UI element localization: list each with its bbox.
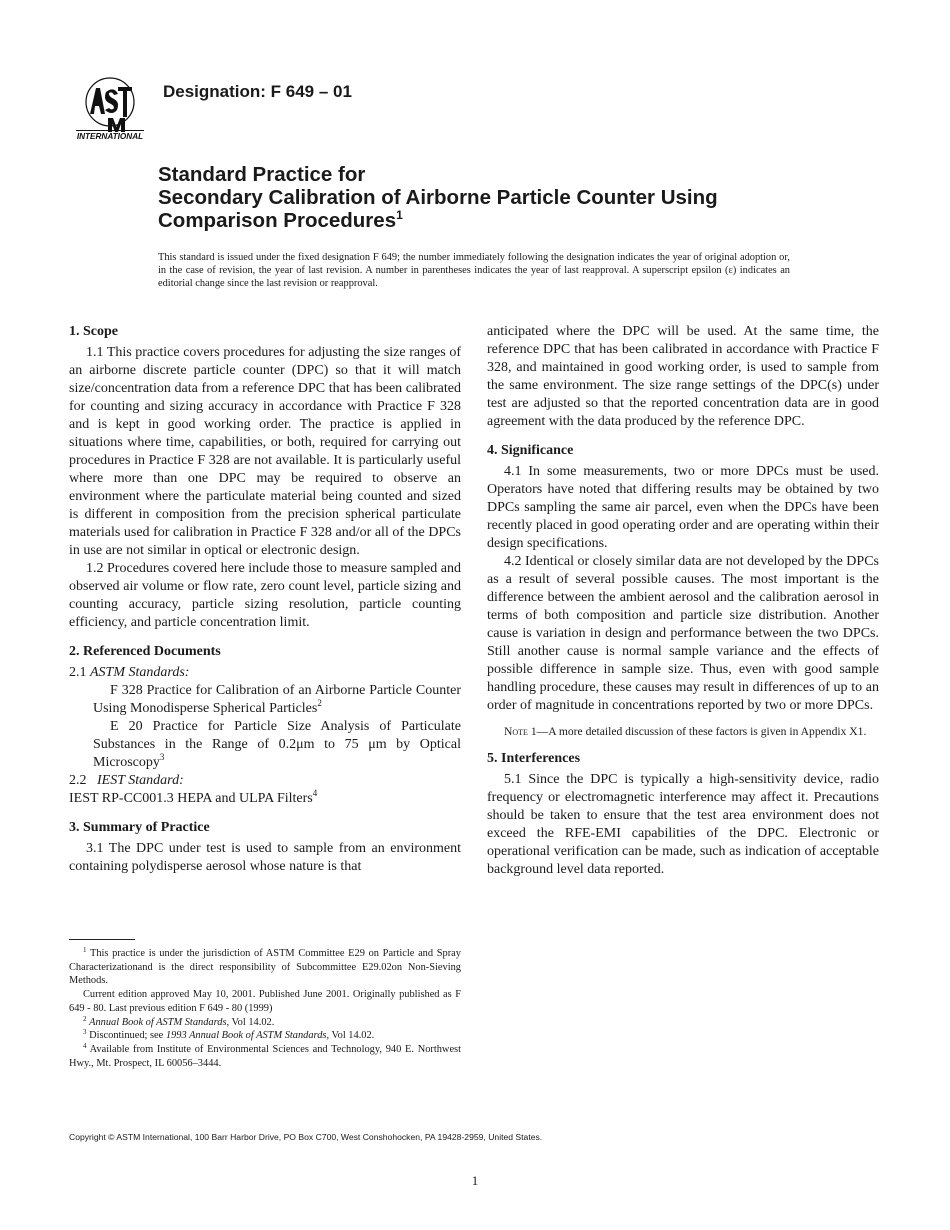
note-1: Note 1—A more detailed discussion of these factors is given in Appendix X1. [504,725,867,738]
right-column [487,323,879,879]
copyright-notice: Copyright © ASTM International, 100 Barr Harbor Drive, PO Box C700, West Conshohocken, PA 19428-2959, United States. [69,1132,543,1142]
title-footnote-mark: 1 [396,208,403,222]
standard-notice: This standard is issued under the fixed designation F 649; the number immediately following the designation indicates the year of original adoption or, in the case of revision, the year of last revision. A number in parentheses indicates the year of last reapproval. A superscript epsilon (ε) indicates an editorial change since the last revision or reapproval. [158,252,790,289]
significance-para-4-2: 4.2 Identical or closely similar data are not developed by the DPCs as a result of several possible causes. The most important is the difference between the ambient aerosol and the calibration aerosol in terms of both composition and particle size distribution. Another cause is variation in design and performance between the two DPCs. Still another cause is normal sample variance and the effects of possible difference in sample size. Thus, even with good sample handling procedure, these causes may result in differences of up to an order of magnitude in concentrations reported by two or more DPCs. [487,554,879,713]
left-column [69,323,461,876]
logo-wordmark: INTERNATIONAL [76,132,144,140]
astm-standards-label: 2.1 ASTM Standards: [69,665,190,680]
footnote-1: $^1$ This practice is under the jurisdiction of ASTM Committee E29 on Particle and Spray Characterizationand is the direct responsibility of Subcommittee E29.02on Non-Sieving Methods. [69,946,461,987]
footnote-4: $^4$ Available from Institute of Environmental Sciences and Technology, 940 E. Northwest Hwy., Mt. Prospect, IL 60056–3444. [69,1041,461,1069]
section-interferences-heading: 5. Interferences [487,751,581,766]
title-line-2: Secondary Calibration of Airborne Particle Counter Using [158,186,718,209]
footnote-1-edition: Current edition approved May 10, 2001. Published June 2001. Originally published as F 649 - 80. Last previous edition F 649 - 80 (1999) [69,989,461,1014]
interferences-para-5-1: 5.1 Since the DPC is typically a high-sensitivity device, radio frequency or electromagnetic interference may affect it. Precautions should be taken to ensure that the test area environment does not exceed the RFE-EMI capabilities of the DPC. Electronic or operational verification can be made, such as indication of acceptable background level data reported. [487,772,879,877]
document-title [158,163,878,232]
section-referenced-heading: 2. Referenced Documents [69,644,221,659]
section-summary-heading: 3. Summary of Practice [69,820,210,835]
reference-iest: IEST RP-CC001.3 HEPA and ULPA Filters$^4$ [69,788,318,806]
page-number: 1 [471,1173,479,1188]
title-line-1: Standard Practice for [158,163,366,186]
significance-para-4-1: 4.1 In some measurements, two or more DPCs must be used. Operators have noted that differing results may be obtained by two DPCs sampling the same air parcel, even when the DPCs have been recently placed in good operating order and are operating within their design specifications. [487,464,879,551]
summary-para-3-1-start: 3.1 The DPC under test is used to sample from an environment containing polydisperse aerosol whose nature is that [69,841,461,874]
reference-f328: F 328 Practice for Calibration of an Airborne Particle Counter Using Monodisperse Spherical Particles$^2$ [93,683,461,716]
iest-standard-label: 2.2 IEST Standard: [69,773,184,788]
scope-para-1-2: 1.2 Procedures covered here include those to measure sampled and observed air volume or flow rate, zero count level, particle sizing and counting accuracy, particle sizing resolution, particle counting efficiency, and particle concentration limit. [69,561,461,630]
astm-logo [68,74,152,140]
scope-para-1-1: 1.1 This practice covers procedures for adjusting the size ranges of an airborne discrete particle counter (DPC) so that it will match size/concentration data from a reference DPC that has been calibrated for counting and sizing accuracy in accordance with Practice F 328 and is kept in good working order. The practice is applied in situations where time, capabilities, or both, required for carrying out procedures in Practice F 328 are not available. It is particularly useful where more than one DPC may be required to observe an environment where the particulate material being counted and sized is different in composition from the precision spherical particulate materials used for calibration in Practice F 328 and/or all of the DPCs in use are not similar in optical or electronic design. [69,345,461,558]
designation: Designation: F 649 – 01 [163,82,352,101]
footnote-2: $^2$ Annual Book of ASTM Standards, Vol 14.02. [83,1014,275,1028]
astm-seal-icon [76,78,144,132]
section-significance-heading: 4. Significance [487,443,574,458]
reference-e20: E 20 Practice for Particle Size Analysis of Particulate Substances in the Range of 0.2μm to 75 μm by Optical Microscopy$^3$ [93,719,461,770]
title-line-3: Comparison Procedures$^1$ [158,208,403,232]
section-scope-heading: 1. Scope [69,324,118,339]
summary-para-3-1-continued: anticipated where the DPC will be used. At the same time, the reference DPC that has been calibrated in accordance with Practice F 328, and maintained in good working order, is used to sample from the same environment. The size range settings of the DPC(s) under test are adjusted so that the reported concentration data are in good agreement with the data produced by the reference DPC. [487,324,879,429]
footnotes [69,947,461,1070]
footnote-divider [69,939,135,940]
footnote-3: $^3$ Discontinued; see 1993 Annual Book of ASTM Standards, Vol 14.02. [83,1028,375,1042]
